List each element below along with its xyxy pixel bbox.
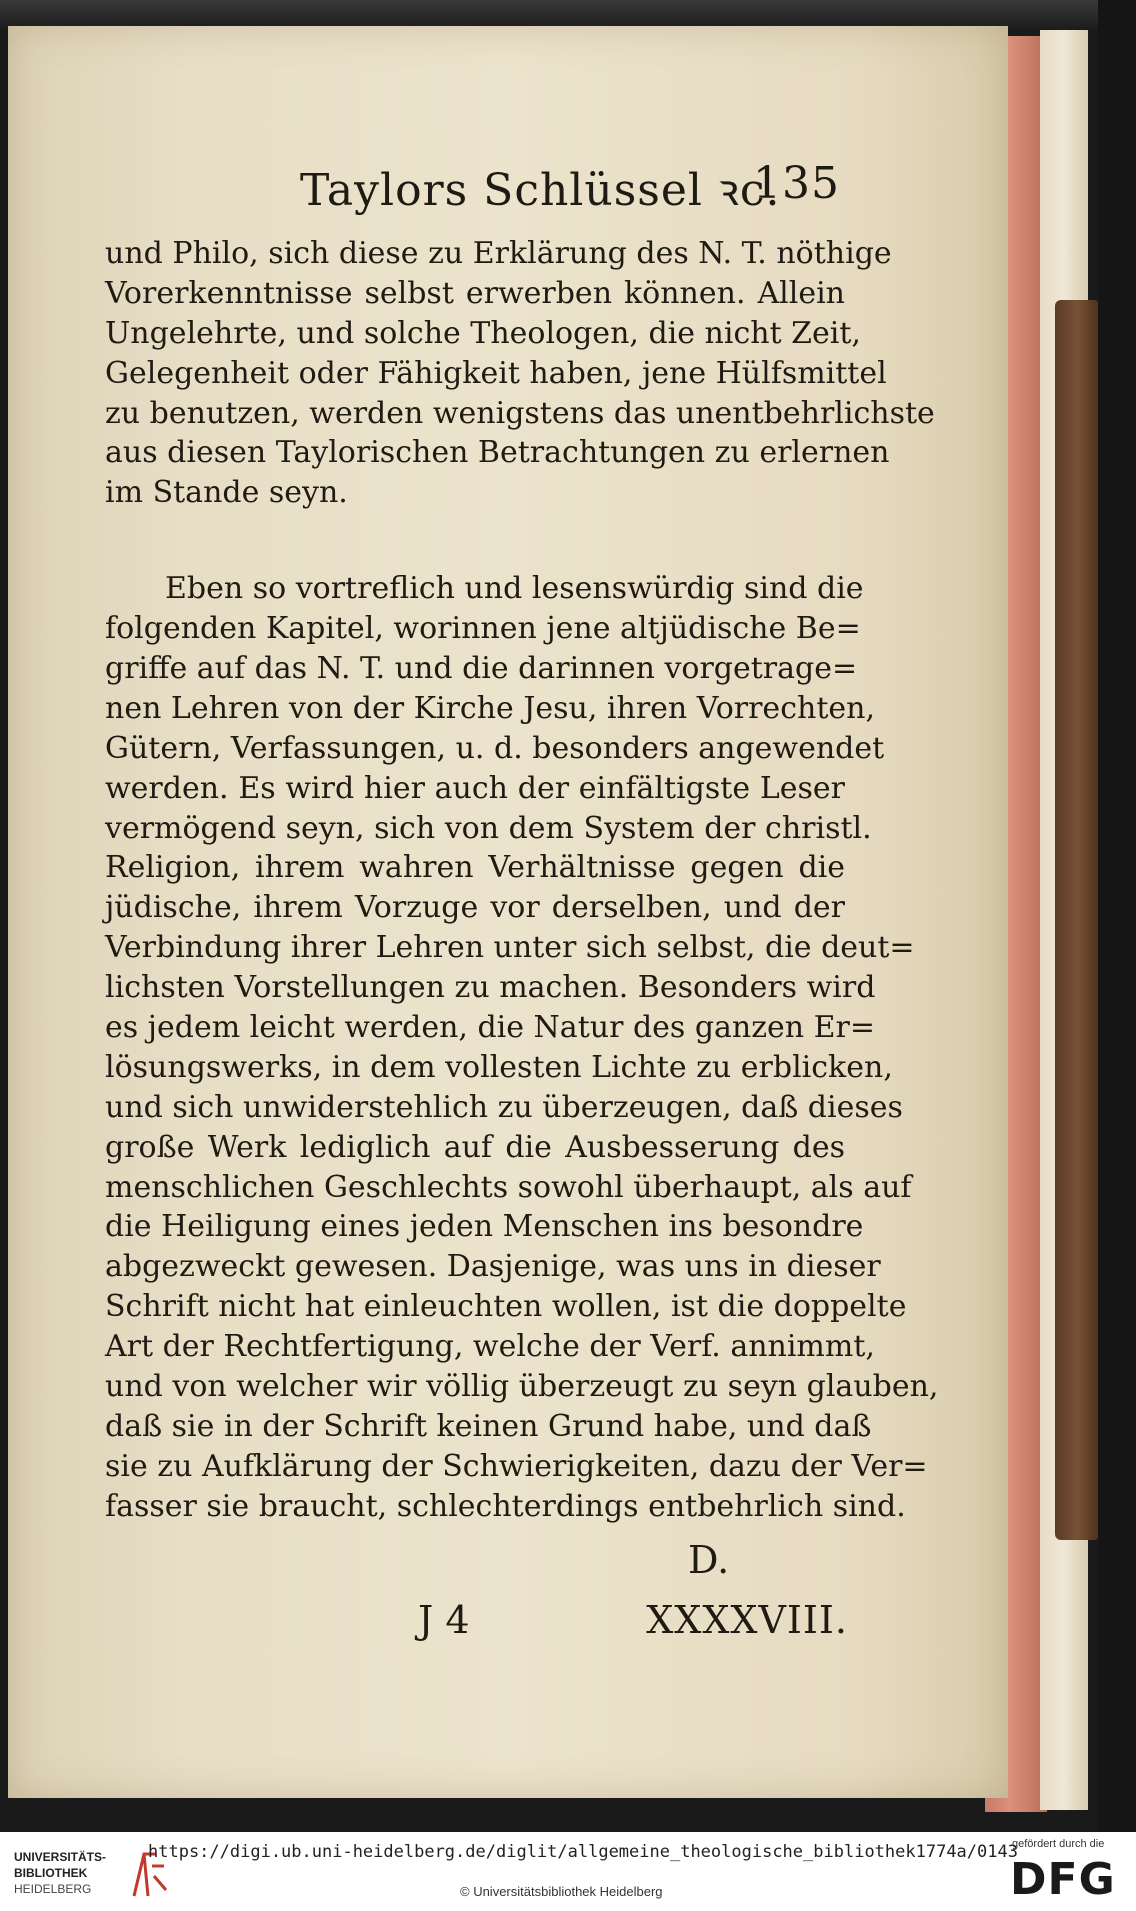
- book-cover-edge: [1055, 300, 1100, 1540]
- signature-mark: D.: [688, 1538, 730, 1582]
- library-name-line: HEIDELBERG: [14, 1882, 92, 1896]
- text-line: Eben so vortreflich und lesenswürdig sind die: [165, 571, 864, 607]
- text-line: es jedem leicht werden, die Natur des ganzen Er=: [105, 1010, 876, 1046]
- viewer-footer: [0, 1832, 1136, 1911]
- running-title: Taylors Schlüssel ꝛc.: [300, 165, 781, 216]
- text-line: sie zu Aufklärung der Schwierigkeiten, dazu der Ver=: [105, 1448, 928, 1484]
- text-line: Vorerkenntnisse selbst erwerben können. Allein: [105, 275, 845, 311]
- catchline: [418, 1598, 848, 1648]
- sheet-signature: J 4: [418, 1598, 470, 1642]
- text-line: große Werk lediglich auf die Ausbesserung des: [105, 1129, 845, 1165]
- text-line: folgenden Kapitel, worinnen jene altjüdische Be=: [105, 611, 861, 647]
- scan-background: [1098, 0, 1136, 1832]
- permalink-url[interactable]: https://digi.ub.uni-heidelberg.de/diglit/allgemeine_theologische_bibliothek1774a/0143: [148, 1842, 1018, 1862]
- text-line: und Philo, sich diese zu Erklärung des N. T. nöthige: [105, 236, 892, 271]
- text-line: Schrift nicht hat einleuchten wollen, ist die doppelte: [105, 1289, 907, 1325]
- text-line: werden. Es wird hier auch der einfältigste Leser: [105, 770, 845, 806]
- dfg-logo[interactable]: DFG: [1010, 1854, 1116, 1905]
- text-line: jüdische, ihrem Vorzuge vor derselben, und der: [105, 890, 845, 926]
- text-line: daß sie in der Schrift keinen Grund habe, und daß: [105, 1408, 872, 1444]
- text-line: vermögend seyn, sich von dem System der christl.: [105, 810, 872, 846]
- text-line: abgezweckt gewesen. Dasjenige, was uns in dieser: [105, 1249, 881, 1285]
- text-line: lichsten Vorstellungen zu machen. Besonders wird: [105, 970, 876, 1006]
- text-line: im Stande seyn.: [105, 475, 348, 511]
- text-line: Religion, ihrem wahren Verhältnisse gegen die: [105, 850, 845, 886]
- library-logo[interactable]: [14, 1846, 154, 1898]
- text-line: Art der Rechtfertigung, welche der Verf. annimmt,: [105, 1329, 875, 1365]
- text-line: griffe auf das N. T. und die darinnen vorgetrage=: [105, 651, 858, 687]
- funded-by-label: gefördert durch die: [1012, 1838, 1105, 1850]
- library-name-line: BIBLIOTHEK: [14, 1866, 88, 1880]
- text-line: zu benutzen, werden wenigstens das unentbehrlichste: [105, 395, 935, 431]
- running-head: [300, 158, 840, 218]
- body-text: [105, 234, 939, 1527]
- copyright-notice: © Universitätsbibliothek Heidelberg: [460, 1884, 663, 1899]
- text-line: und von welcher wir völlig überzeugt zu seyn glauben,: [105, 1369, 939, 1405]
- text-line: aus diesen Taylorischen Betrachtungen zu erlernen: [105, 435, 890, 471]
- text-line: und sich unwiderstehlich zu überzeugen, daß dieses: [105, 1089, 903, 1125]
- text-line: nen Lehren von der Kirche Jesu, ihren Vorrechten,: [105, 690, 875, 726]
- text-line: lösungswerks, in dem vollesten Lichte zu erblicken,: [105, 1049, 893, 1085]
- text-line: Verbindung ihrer Lehren unter sich selbst, die deut=: [105, 930, 915, 966]
- catchword: XXXXVIII.: [646, 1598, 848, 1642]
- text-line: fasser sie braucht, schlechterdings entbehrlich sind.: [105, 1488, 906, 1524]
- text-line: Gelegenheit oder Fähigkeit haben, jene Hülfsmittel: [105, 355, 887, 391]
- text-line: die Heiligung eines jeden Menschen ins besondre: [105, 1209, 864, 1245]
- text-line: Gütern, Verfassungen, u. d. besonders angewendet: [105, 730, 885, 766]
- page-number: 135: [753, 158, 840, 209]
- text-line: menschlichen Geschlechts sowohl überhaupt, als auf: [105, 1169, 912, 1205]
- text-line: Ungelehrte, und solche Theologen, die nicht Zeit,: [105, 315, 861, 351]
- library-name-line: UNIVERSITÄTS-: [14, 1850, 107, 1864]
